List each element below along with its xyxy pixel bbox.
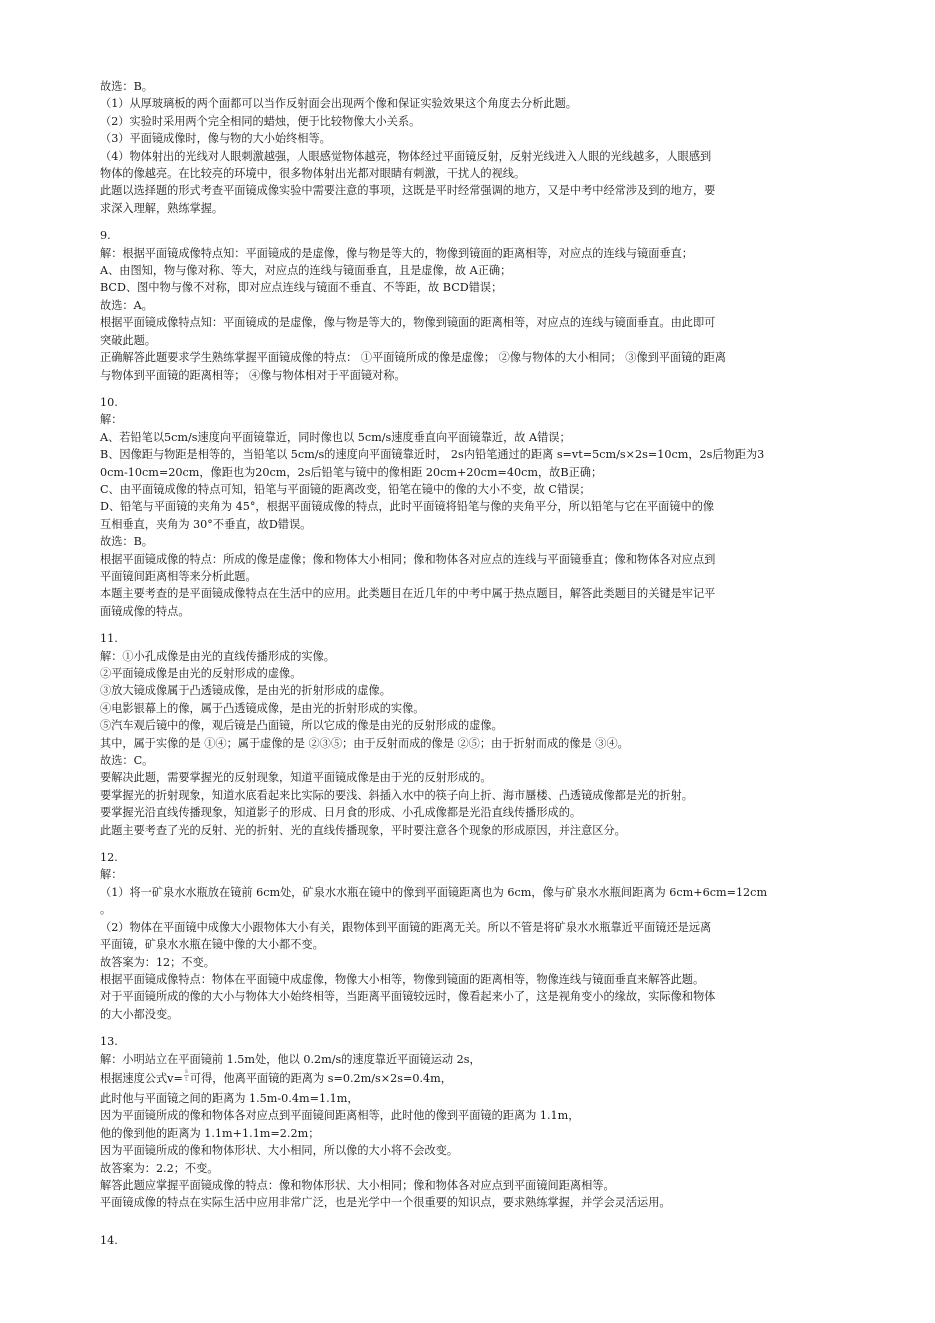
section-gap xyxy=(100,1222,835,1232)
formula-before: 根据速度公式v= xyxy=(100,1071,183,1085)
text-line: 解：①小孔成像是由光的直线传播形成的实像。 xyxy=(100,649,335,663)
document-body xyxy=(100,78,835,1249)
text-line: ④电影银幕上的像，属于凸透镜成像，是由光的折射形成的实像。 xyxy=(100,701,425,715)
text-line: 的大小都没变。 xyxy=(100,1007,179,1021)
section-gap xyxy=(100,217,835,227)
text-line: 此题以选择题的形式考查平面镜成像实验中需要注意的事项，这既是平时经常强调的地方，又是中考中经常涉及到的地方，要 xyxy=(100,184,716,198)
text-line: 本题主要考查的是平面镜成像特点在生活中的应用。此类题目在近几年的中考中属于热点题目，解答此类题目的关键是牢记平 xyxy=(100,587,716,601)
section-q8-tail xyxy=(100,78,835,217)
section-gap xyxy=(100,1023,835,1033)
text-line: 故答案为：12；不变。 xyxy=(100,955,215,969)
speed-formula-line xyxy=(100,1068,835,1090)
section-gap xyxy=(100,384,835,394)
section-q10 xyxy=(100,394,835,620)
text-line: 与物体到平面镜的距离相等； ④像与物体相对于平面镜对称。 xyxy=(100,368,406,382)
question-number: 10. xyxy=(100,395,118,409)
text-line: 正确解答此题要求学生熟练掌握平面镜成像的特点： ①平面镜所成的像是虚像； ②像与物体的大小相同； ③像到平面镜的距离 xyxy=(100,351,726,365)
text-line: ②平面镜成像是由光的反射形成的虚像。 xyxy=(100,667,302,680)
text-line: 要掌握光沿直线传播现象，知道影子的形成、日月食的形成、小孔成像都是光沿直线传播形成的。 xyxy=(100,806,582,820)
text-line: 故选：B。 xyxy=(100,80,153,93)
section-q13-rest xyxy=(100,1090,835,1212)
text-line: 突破此题。 xyxy=(100,333,156,347)
fraction-denominator: t xyxy=(185,1076,188,1084)
text-line: 要掌握光的折射现象，知道水底看起来比实际的要浅、斜插入水中的筷子向上折、海市蜃楼、凸透镜成像都是光的折射。 xyxy=(100,788,693,802)
text-line: 此时他与平面镜之间的距离为 1.5m-0.4m=1.1m， xyxy=(100,1091,359,1105)
text-line: 他的像到他的距离为 1.1m+1.1m=2.2m； xyxy=(100,1126,320,1140)
text-line: 根据平面镜成像的特点：所成的像是虚像；像和物体大小相同；像和物体各对应点的连线与平面镜垂直；像和物体各对应点到 xyxy=(100,552,716,566)
text-line: （4）物体射出的光线对人眼刺激越强，人眼感觉物体越亮，物体经过平面镜反射，反射光线进入人眼的光线越多，人眼感到 xyxy=(100,149,712,163)
text-line: 因为平面镜所成的像和物体各对应点到平面镜间距离相等，此时他的像到平面镜的距离为 1.1m， xyxy=(100,1109,580,1123)
text-line: 物体的像越亮。在比较亮的环境中，很多物体射出光都对眼睛有刺激，干扰人的视线。 xyxy=(100,167,526,181)
fraction-s-over-t xyxy=(184,1068,189,1083)
text-line: 对于平面镜所成的像的大小与物体大小始终相等，当距离平面镜较远时，像看起来小了，这是视角变小的缘故，实际像和物体 xyxy=(100,990,716,1004)
text-line: C、由平面镜成像的特点可知，铅笔与平面镜的距离改变，铅笔在镜中的像的大小不变，故 C错误； xyxy=(100,482,591,496)
text-line: 此题主要考查了光的反射、光的折射、光的直线传播现象，平时要注意各个现象的形成原因，并注意区分。 xyxy=(100,823,626,837)
text-line: 解： xyxy=(100,413,123,427)
question-number: 9. xyxy=(100,229,111,243)
text-line: 故选：B。 xyxy=(100,535,153,549)
text-line: （2）实验时采用两个完全相同的蜡烛，便于比较物像大小关系。 xyxy=(100,114,421,128)
section-q12 xyxy=(100,849,835,1023)
fraction-numerator: s xyxy=(184,1068,188,1076)
question-number: 13. xyxy=(100,1035,118,1049)
text-line: 平面镜成像的特点在实际生活中应用非常广泛，也是光学中一个很重要的知识点，要求熟练掌握，并学会灵活运用。 xyxy=(100,1196,671,1210)
section-gap xyxy=(100,839,835,849)
text-line: 互相垂直，夹角为 30°不垂直，故D错误。 xyxy=(100,517,312,531)
section-q9 xyxy=(100,227,835,384)
text-line: 故选：C。 xyxy=(100,754,154,768)
text-line: 要解决此题，需要掌握光的反射现象，知道平面镜成像是由于光的反射形成的。 xyxy=(100,771,492,785)
text-line: （1）从厚玻璃板的两个面都可以当作反射面会出现两个像和保证实验效果这个角度去分析此题。 xyxy=(100,97,577,111)
section-gap xyxy=(100,620,835,630)
text-line: （2）物体在平面镜中成像大小跟物体大小有关，跟物体到平面镜的距离无关。所以不管是将矿泉水水瓶靠近平面镜还是远离 xyxy=(100,920,712,934)
text-line: 0cm-10cm=20cm，像距也为20cm，2s后铅笔与镜中的像相距 20cm+20cm=40cm，故B正确； xyxy=(100,465,603,479)
text-line: 因为平面镜所成的像和物体形状、大小相同，所以像的大小将不会改变。 xyxy=(100,1144,459,1158)
text-line: D、铅笔与平面镜的夹角为 45°，根据平面镜成像的特点，此时平面镜将铅笔与像的夹角平分，所以铅笔与它在平面镜中的像 xyxy=(100,500,715,514)
text-line: ⑤汽车观后镜中的像，观后镜是凸面镜，所以它成的像是由光的反射形成的虚像。 xyxy=(100,719,503,733)
text-line: 面镜成像的特点。 xyxy=(100,604,190,618)
document-page xyxy=(100,78,835,1249)
text-line: 解： xyxy=(100,868,123,882)
text-line: 故选：A。 xyxy=(100,298,153,312)
text-line: 根据平面镜成像特点知：平面镜成的是虚像，像与物是等大的，物像到镜面的距离相等，对应点的连线与镜面垂直。由此即可 xyxy=(100,316,716,330)
text-line: 解答此题应掌握平面镜成像的特点：像和物体形状、大小相同；像和物体各对应点到平面镜间距离相等。 xyxy=(100,1178,615,1192)
section-q13 xyxy=(100,1033,835,1068)
text-line: （3）平面镜成像时，像与物的大小始终相等。 xyxy=(100,132,331,146)
text-line: A、若铅笔以5cm/s速度向平面镜靠近，同时像也以 5cm/s速度垂直向平面镜靠近，故 A错误； xyxy=(100,430,571,444)
text-line: 其中，属于实像的是 ①④；属于虚像的是 ②③⑤；由于反射而成的像是 ②⑤；由于折射而成的像是 ③④。 xyxy=(100,736,629,750)
text-line: 平面镜，矿泉水水瓶在镜中像的大小都不变。 xyxy=(100,938,324,952)
question-number: 11. xyxy=(100,632,118,646)
question-number: 14. xyxy=(100,1233,118,1247)
text-line: 故答案为：2.2；不变。 xyxy=(100,1161,219,1175)
text-line: BCD、图中物与像不对称，即对应点连线与镜面不垂直、不等距，故 BCD错误； xyxy=(100,281,503,295)
text-line: （1）将一矿泉水水瓶放在镜前 6cm处，矿泉水水瓶在镜中的像到平面镜距离也为 6cm，像与矿泉水水瓶间距离为 6cm+6cm=12cm xyxy=(100,885,768,899)
question-number: 12. xyxy=(100,851,118,865)
section-q11 xyxy=(100,630,835,839)
text-line: ③放大镜成像属于凸透镜成像，是由光的折射形成的虚像。 xyxy=(100,684,391,698)
section-q14 xyxy=(100,1232,835,1249)
text-line: A、由图知，物与像对称、等大，对应点的连线与镜面垂直，且是虚像，故 A正确； xyxy=(100,264,512,278)
text-line: 平面镜间距离相等来分析此题。 xyxy=(100,569,257,583)
text-line: 。 xyxy=(100,903,112,917)
text-line: 根据平面镜成像特点：物体在平面镜中成虚像，物像大小相等，物像到镜面的距离相等，物像连线与镜面垂直来解答此题。 xyxy=(100,972,705,986)
text-line: 解：小明站立在平面镜前 1.5m处，他以 0.2m/s的速度靠近平面镜运动 2s， xyxy=(100,1052,481,1066)
text-line: 求深入理解，熟练掌握。 xyxy=(100,201,224,215)
section-gap xyxy=(100,1212,835,1222)
text-line: 解：根据平面镜成像特点知：平面镜成的是虚像，像与物是等大的，物像到镜面的距离相等，对应点的连线与镜面垂直； xyxy=(100,246,693,260)
formula-after: 可得，他离平面镜的距离为 s=0.2m/s×2s=0.4m， xyxy=(189,1071,452,1085)
text-line: B、因像距与物距是相等的，当铅笔以 5cm/s的速度向平面镜靠近时， 2s内铅笔通过的距离 s=vt=5cm/s×2s=10cm，2s后物距为3 xyxy=(100,448,765,462)
